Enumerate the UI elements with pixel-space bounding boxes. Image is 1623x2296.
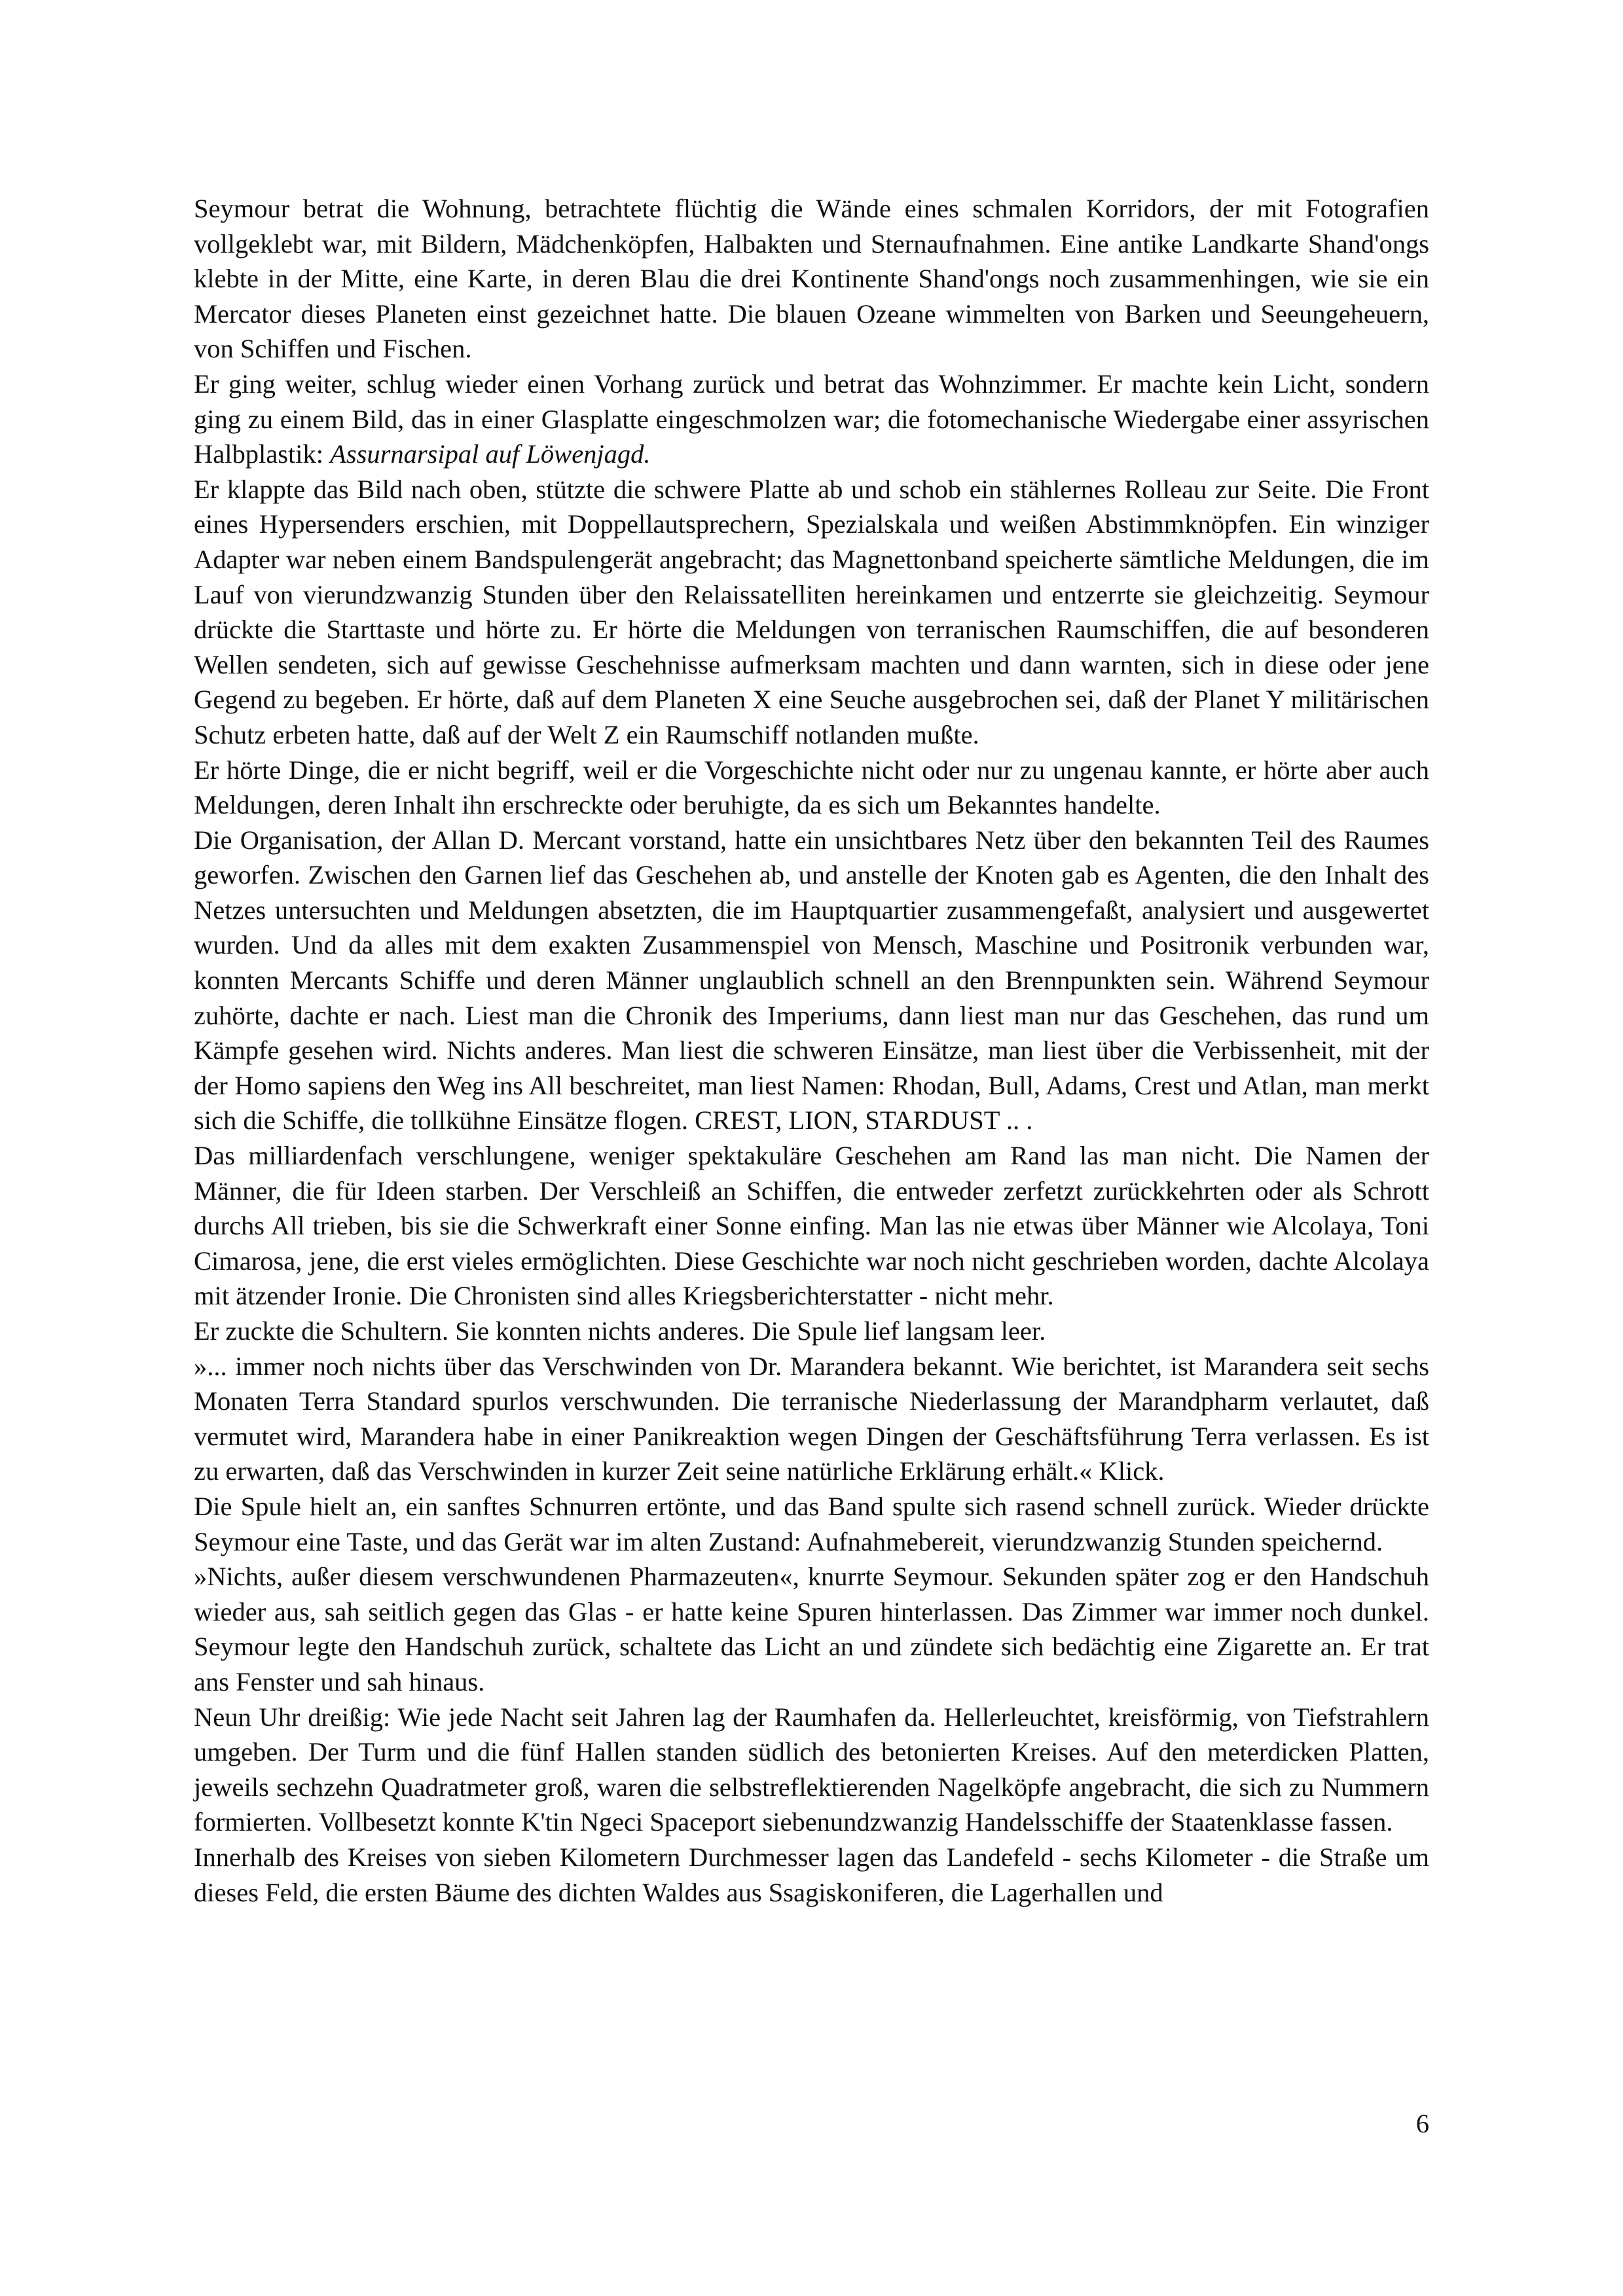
paragraph-4: Er hörte Dinge, die er nicht begriff, weil er die Vorgeschichte nicht oder nur zu ungenau kannte, er hörte aber auch Meldungen, deren Inhalt ihn erschreckte oder beruhigte, da es sich um Bekanntes handelte. xyxy=(194,755,1429,820)
page-number: 6 xyxy=(1415,2109,1429,2138)
paragraph-6: Das milliardenfach verschlungene, weniger spektakuläre Geschehen am Rand las man nicht. Die Namen der Männer, die für Ideen starben. Der Verschleiß an Schiffen, die entweder zerfetzt zurückkehrten oder als Schrott durchs All trieben, bis sie die Schwerkraft einer Sonne einfing. Man las nie etwas über Männer wie Alcolaya, Toni Cimarosa, jene, die erst vieles ermöglichten. Diese Geschichte war noch nicht geschrieben worden, dachte Alcolaya mit ätzender Ironie. Die Chronisten sind alles Kriegsberichterstatter - nicht mehr. xyxy=(194,1141,1429,1311)
paragraph-5: Die Organisation, der Allan D. Mercant vorstand, hatte ein unsichtbares Netz über den bekannten Teil des Raumes geworfen. Zwischen den Garnen lief das Geschehen ab, und anstelle der Knoten gab es Agenten, die den Inhalt des Netzes untersuchten und Meldungen absetzten, die im Hauptquartier zusammengefaßt, analysiert und ausgewertet wurden. Und da alles mit dem exakten Zusammenspiel von Mensch, Maschine und Positronik verbunden war, konnten Mercants Schiffe und deren Männer unglaublich schnell an den Brennpunkten sein. Während Seymour zuhörte, dachte er nach. Liest man die Chronik des Imperiums, dann liest man nur das Geschehen, das rund um Kämpfe gesehen wird. Nichts anderes. Man liest die schweren Einsätze, man liest über die Verbissenheit, mit der der Homo sapiens den Weg ins All beschreitet, man liest Namen: Rhodan, Bull, Adams, Crest und Atlan, man merkt sich die Schiffe, die tollkühne Einsätze flogen. CREST, LION, STARDUST .. . xyxy=(194,825,1429,1136)
paragraph-3: Er klappte das Bild nach oben, stützte die schwere Platte ab und schob ein stählernes Rolleau zur Seite. Die Front eines Hypersenders erschien, mit Doppellautsprechern, Spezialskala und weißen Abstimmknöpfen. Ein winziger Adapter war neben einem Bandspulengerät angebracht; das Magnettonband speicherte sämtliche Meldungen, die im Lauf von vierundzwanzig Stunden über den Relaissatelliten hereinkamen und entzerrte sie gleichzeitig. Seymour drückte die Starttaste und hörte zu. Er hörte die Meldungen von terranischen Raumschiffen, die auf besonderen Wellen sendeten, sich auf gewisse Geschehnisse aufmerksam machten und dann warnten, sich in diese oder jene Gegend zu begeben. Er hörte, daß auf dem Planeten X eine Seuche ausgebrochen sei, daß der Planet Y militärischen Schutz erbeten hatte, daß auf der Welt Z ein Raumschiff notlanden mußte. xyxy=(194,474,1429,749)
paragraph-11: Neun Uhr dreißig: Wie jede Nacht seit Jahren lag der Raumhafen da. Hellerleuchtet, kreisförmig, von Tiefstrahlern umgeben. Der Turm und die fünf Hallen standen südlich des betonierten Kreises. Auf den meterdicken Platten, jeweils sechzehn Quadratmeter groß, waren die selbstreflektierenden Nagelköpfe angebracht, die sich zu Nummern formierten. Vollbesetzt konnte K'tin Ngeci Spaceport siebenundzwanzig Handelsschiffe der Staatenklasse fassen. xyxy=(194,1702,1429,1837)
artwork-title: Assurnarsipal auf Löwenjagd. xyxy=(330,439,651,469)
paragraph-2-text: Er ging weiter, schlug wieder einen Vorhang zurück und betrat das Wohnzimmer. Er machte kein Licht, sondern ging zu einem Bild, das in einer Glasplatte eingeschmolzen war; die fotomechanische Wiedergabe einer assyrischen Halbplastik: xyxy=(194,368,1429,469)
paragraph-7: Er zuckte die Schultern. Sie konnten nichts anderes. Die Spule lief langsam leer. xyxy=(194,1316,1046,1346)
paragraph-8: »... immer noch nichts über das Verschwinden von Dr. Marandera bekannt. Wie berichtet, ist Marandera seit sechs Monaten Terra Standard spurlos verschwunden. Die terranische Niederlassung der Marandpharm verlautet, daß vermutet wird, Marandera habe in einer Panikreaktion wegen Dingen der Geschäftsführung Terra verlassen. Es ist zu erwarten, daß das Verschwinden in kurzer Zeit seine natürliche Erklärung erhält.« Klick. xyxy=(194,1351,1429,1486)
paragraph-12: Innerhalb des Kreises von sieben Kilometern Durchmesser lagen das Landefeld - sechs Kilometer - die Straße um dieses Feld, die ersten Bäume des dichten Waldes aus Ssagiskoniferen, die Lagerhallen und xyxy=(194,1842,1429,1907)
paragraph-9: Die Spule hielt an, ein sanftes Schnurren ertönte, und das Band spulte sich rasend schnell zurück. Wieder drückte Seymour eine Taste, und das Gerät war im alten Zustand: Aufnahmebereit, vierundzwanzig Stunden speichernd. xyxy=(194,1491,1429,1556)
page-body xyxy=(194,191,1429,1910)
paragraph-10: »Nichts, außer diesem verschwundenen Pharmazeuten«, knurrte Seymour. Sekunden später zog er den Handschuh wieder aus, sah seitlich gegen das Glas - er hatte keine Spuren hinterlassen. Das Zimmer war immer noch dunkel. Seymour legte den Handschuh zurück, schaltete das Licht an und zündete sich bedächtig eine Zigarette an. Er trat ans Fenster und sah hinaus. xyxy=(194,1562,1429,1696)
paragraph-2 xyxy=(194,367,1429,472)
paragraph-1: Seymour betrat die Wohnung, betrachtete flüchtig die Wände eines schmalen Korridors, der mit Fotografien vollgeklebt war, mit Bildern, Mädchenköpfen, Halbakten und Sternaufnahmen. Eine antike Landkarte Shand'ongs klebte in der Mitte, eine Karte, in deren Blau die drei Kontinente Shand'ongs noch zusammenhingen, wie sie ein Mercator dieses Planeten einst gezeichnet hatte. Die blauen Ozeane wimmelten von Barken und Seeungeheuern, von Schiffen und Fischen. xyxy=(194,194,1429,364)
